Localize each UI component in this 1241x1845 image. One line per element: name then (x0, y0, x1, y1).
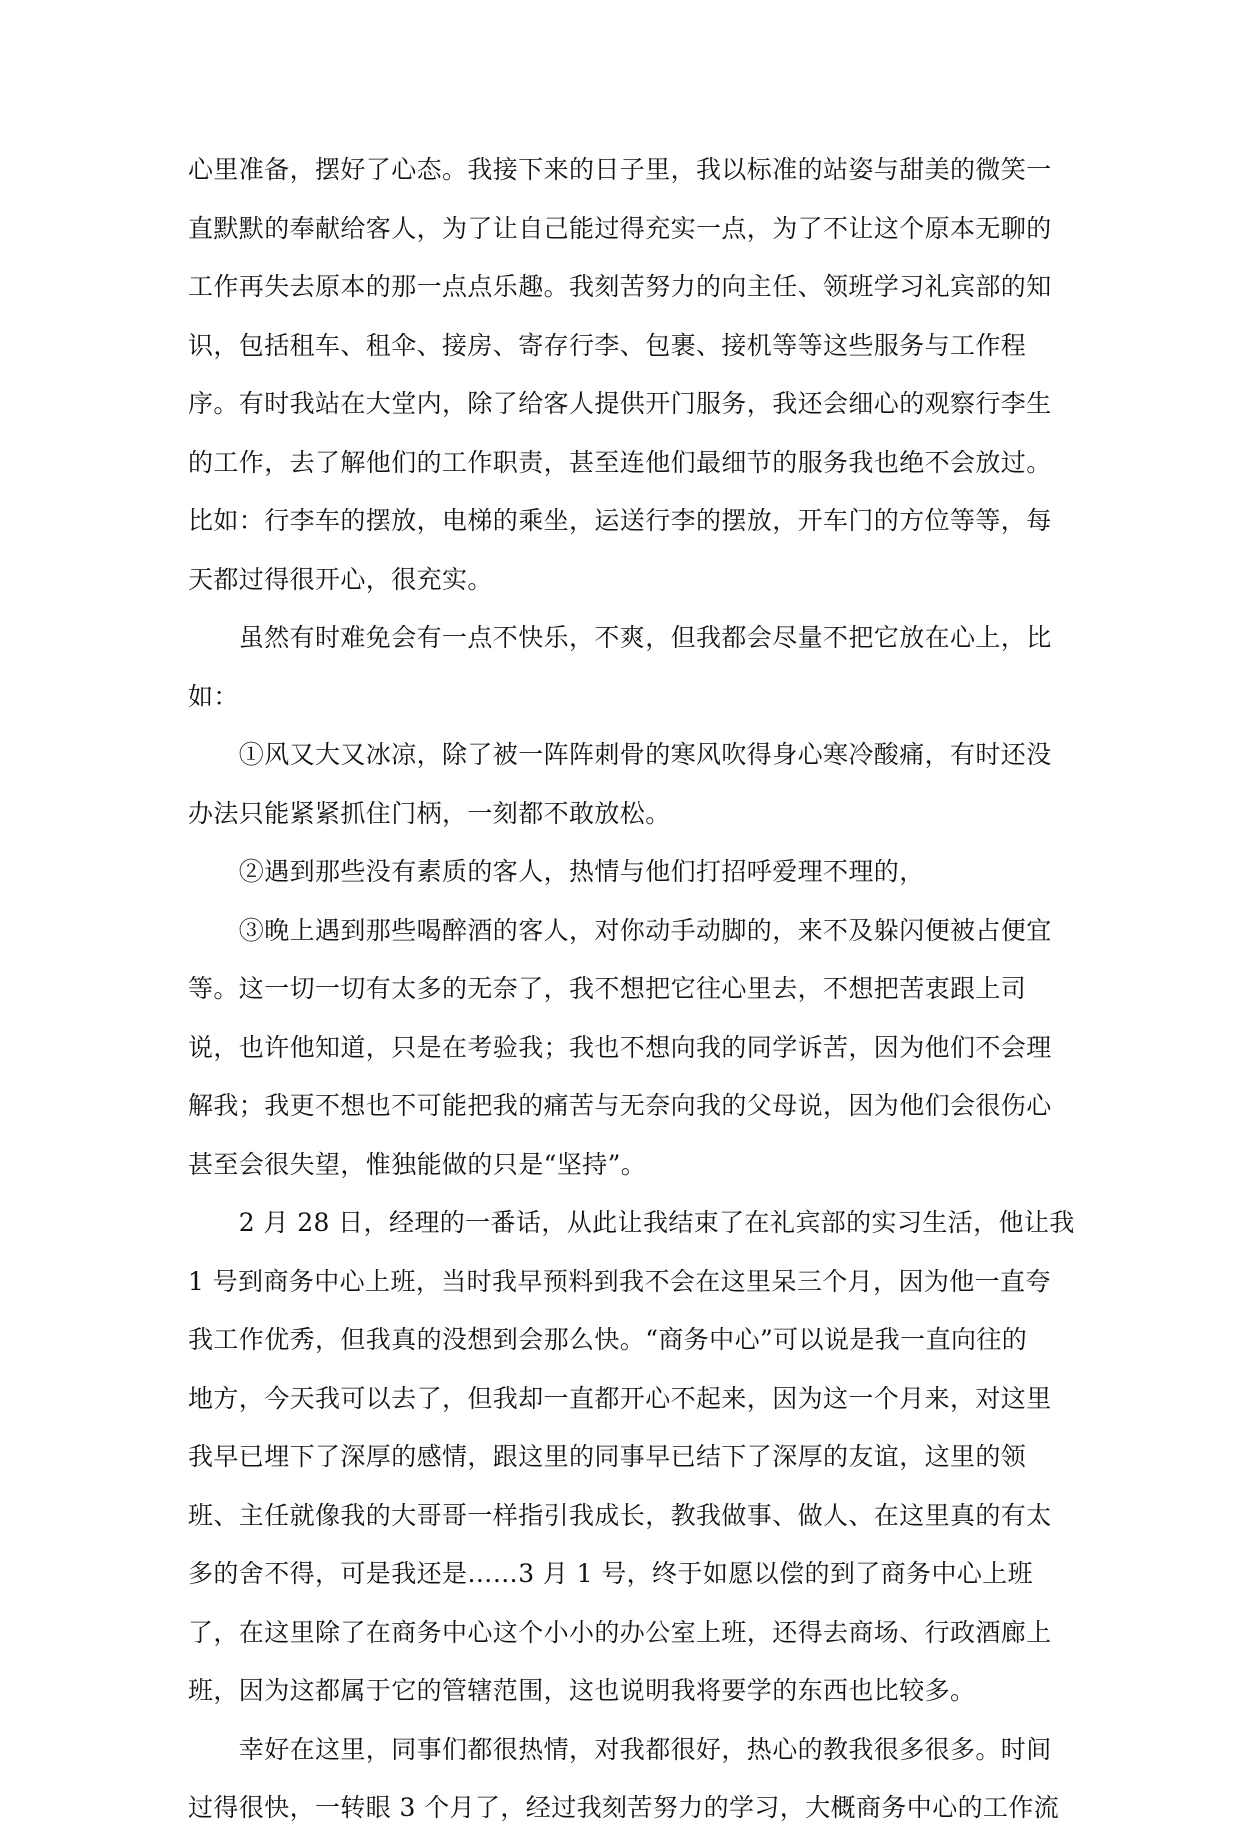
text-line: 序。有时我站在大堂内，除了给客人提供开门服务，我还会细心的观察行李生 (188, 389, 1052, 418)
text-line: ②遇到那些没有素质的客人，热情与他们打招呼爱理不理的， (188, 857, 925, 886)
text-line: 直默默的奉献给客人，为了让自己能过得充实一点，为了不让这个原本无聊的 (188, 213, 1052, 243)
text-line: 天都过得很开心，很充实。 (188, 564, 493, 594)
text-line: 解我；我更不想也不可能把我的痛苦与无奈向我的父母说，因为他们会很伤心 (188, 1091, 1052, 1120)
text-line: 工作再失去原本的那一点点乐趣。我刻苦努力的向主任、领班学习礼宾部的知 (188, 272, 1052, 301)
text-line: ③晚上遇到那些喝醉酒的客人，对你动手动脚的，来不及躲闪便被占便宜 (188, 915, 1052, 945)
text-line: 等。这一切一切有太多的无奈了，我不想把它往心里去，不想把苦衷跟上司 (188, 974, 1027, 1003)
text-line: 比如：行李车的摆放，电梯的乘坐，运送行李的摆放，开车门的方位等等，每 (188, 506, 1052, 535)
text-line: 甚至会很失望，惟独能做的只是“坚持”。 (188, 1149, 647, 1179)
text-line: 办法只能紧紧抓住门柄，一刻都不敢放松。 (188, 798, 671, 828)
text-line: 说，也许他知道，只是在考验我；我也不想向我的同学诉苦，因为他们不会理 (188, 1032, 1052, 1062)
text-line: 如： (188, 681, 239, 711)
text-line: 过得很快，一转眼 3 个月了，经过我刻苦努力的学习，大概商务中心的工作流 (188, 1793, 1060, 1822)
text-line: 多的舍不得，可是我还是……3 月 1 号，终于如愿以偿的到了商务中心上班 (188, 1559, 1034, 1588)
body-text (188, 148, 1075, 1845)
text-line: 幸好在这里，同事们都很热情，对我都很好，热心的教我很多很多。时间 (188, 1734, 1052, 1764)
text-line: 的工作，去了解他们的工作职责，甚至连他们最细节的服务我也绝不会放过。 (188, 447, 1052, 477)
text-line: 班、主任就像我的大哥哥一样指引我成长，教我做事、做人、在这里真的有太 (188, 1500, 1052, 1530)
text-line: 地方，今天我可以去了，但我却一直都开心不起来，因为这一个月来，对这里 (188, 1383, 1052, 1413)
text-line: 1 号到商务中心上班，当时我早预料到我不会在这里呆三个月，因为他一直夸 (188, 1266, 1051, 1296)
text-line: ①风又大又冰凉，除了被一阵阵刺骨的寒风吹得身心寒冷酸痛，有时还没 (188, 740, 1052, 769)
text-line: 心里准备，摆好了心态。我接下来的日子里，我以标准的站姿与甜美的微笑一 (188, 155, 1052, 184)
text-line: 虽然有时难免会有一点不快乐，不爽，但我都会尽量不把它放在心上，比 (188, 623, 1052, 652)
text-line: 识，包括租车、租伞、接房、寄存行李、包裹、接机等等这些服务与工作程 (188, 330, 1027, 360)
text-line: 我早已埋下了深厚的感情，跟这里的同事早已结下了深厚的友谊，这里的领 (188, 1442, 1027, 1471)
text-line: 2 月 28 日，经理的一番话，从此让我结束了在礼宾部的实习生活，他让我 (188, 1208, 1075, 1237)
text-line: 了，在这里除了在商务中心这个小小的办公室上班，还得去商场、行政酒廊上 (188, 1617, 1052, 1647)
text-line: 班，因为这都属于它的管辖范围，这也说明我将要学的东西也比较多。 (188, 1676, 976, 1705)
text-line: 我工作优秀，但我真的没想到会那么快。“商务中心”可以说是我一直向往的 (188, 1325, 1028, 1354)
